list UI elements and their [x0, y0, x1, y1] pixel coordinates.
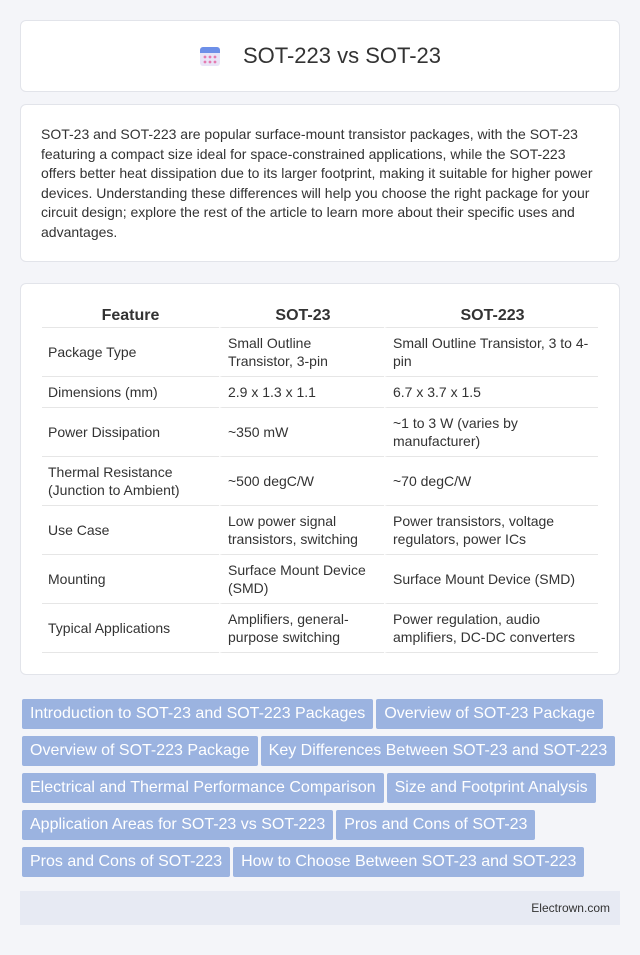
table-cell: Package Type	[42, 328, 219, 377]
tag-link[interactable]: How to Choose Between SOT-23 and SOT-223	[233, 847, 584, 877]
comparison-card	[20, 283, 620, 675]
table-cell: Typical Applications	[42, 604, 219, 653]
table-cell: 2.9 x 1.3 x 1.1	[219, 377, 384, 408]
table-cell: Mounting	[42, 555, 219, 604]
table-row	[42, 457, 598, 506]
table-cell: ~1 to 3 W (varies by manufacturer)	[384, 408, 598, 457]
topic-tags	[22, 699, 622, 884]
comparison-table	[42, 304, 598, 653]
table-cell: Power Dissipation	[42, 408, 219, 457]
table-cell: ~500 degC/W	[219, 457, 384, 506]
table-cell: ~70 degC/W	[384, 457, 598, 506]
tag-link[interactable]: Pros and Cons of SOT-223	[22, 847, 230, 877]
title-card	[20, 20, 620, 92]
intro-card	[20, 104, 620, 262]
tag-link[interactable]: Overview of SOT-23 Package	[376, 699, 603, 729]
calendar-icon	[199, 45, 221, 67]
header-sot23: SOT-23	[219, 304, 384, 328]
table-cell: Amplifiers, general-purpose switching	[219, 604, 384, 653]
tag-link[interactable]: Pros and Cons of SOT-23	[336, 810, 535, 840]
tag-link[interactable]: Introduction to SOT-23 and SOT-223 Packages	[22, 699, 373, 729]
header-sot223: SOT-223	[384, 304, 598, 328]
table-cell: ~350 mW	[219, 408, 384, 457]
intro-text: SOT-23 and SOT-223 are popular surface-mount transistor packages, with the SOT-23 featuring a compact size ideal for space-constrained applications, while the SOT-223 offers better heat dissipation due to its larger footprint, making it suitable for higher power devices. Understanding these differences will help you choose the right package for your circuit design; explore the rest of the article to learn more about their specific uses and advantages.	[41, 126, 593, 240]
table-row	[42, 604, 598, 653]
table-row	[42, 328, 598, 377]
table-cell: Surface Mount Device (SMD)	[384, 555, 598, 604]
table-cell: Dimensions (mm)	[42, 377, 219, 408]
table-cell: Surface Mount Device (SMD)	[219, 555, 384, 604]
table-cell: Low power signal transistors, switching	[219, 506, 384, 555]
footer-brand[interactable]: Electrown.com	[531, 901, 610, 915]
tag-link[interactable]: Application Areas for SOT-23 vs SOT-223	[22, 810, 333, 840]
table-header-row	[42, 304, 598, 328]
table-row	[42, 377, 598, 408]
table-cell: Use Case	[42, 506, 219, 555]
table-row	[42, 555, 598, 604]
table-row	[42, 506, 598, 555]
table-cell: Power transistors, voltage regulators, power ICs	[384, 506, 598, 555]
table-cell: Power regulation, audio amplifiers, DC-DC converters	[384, 604, 598, 653]
tag-link[interactable]: Key Differences Between SOT-23 and SOT-223	[261, 736, 616, 766]
page-title: SOT-223 vs SOT-23	[242, 43, 442, 68]
table-cell: 6.7 x 3.7 x 1.5	[384, 377, 598, 408]
table-cell: Small Outline Transistor, 3 to 4-pin	[384, 328, 598, 377]
tag-link[interactable]: Size and Footprint Analysis	[387, 773, 596, 803]
table-cell: Small Outline Transistor, 3-pin	[219, 328, 384, 377]
tag-link[interactable]: Electrical and Thermal Performance Comparison	[22, 773, 384, 803]
header-feature: Feature	[42, 304, 219, 328]
footer	[20, 891, 620, 925]
table-cell: Thermal Resistance (Junction to Ambient)	[42, 457, 219, 506]
table-row	[42, 408, 598, 457]
tag-link[interactable]: Overview of SOT-223 Package	[22, 736, 258, 766]
